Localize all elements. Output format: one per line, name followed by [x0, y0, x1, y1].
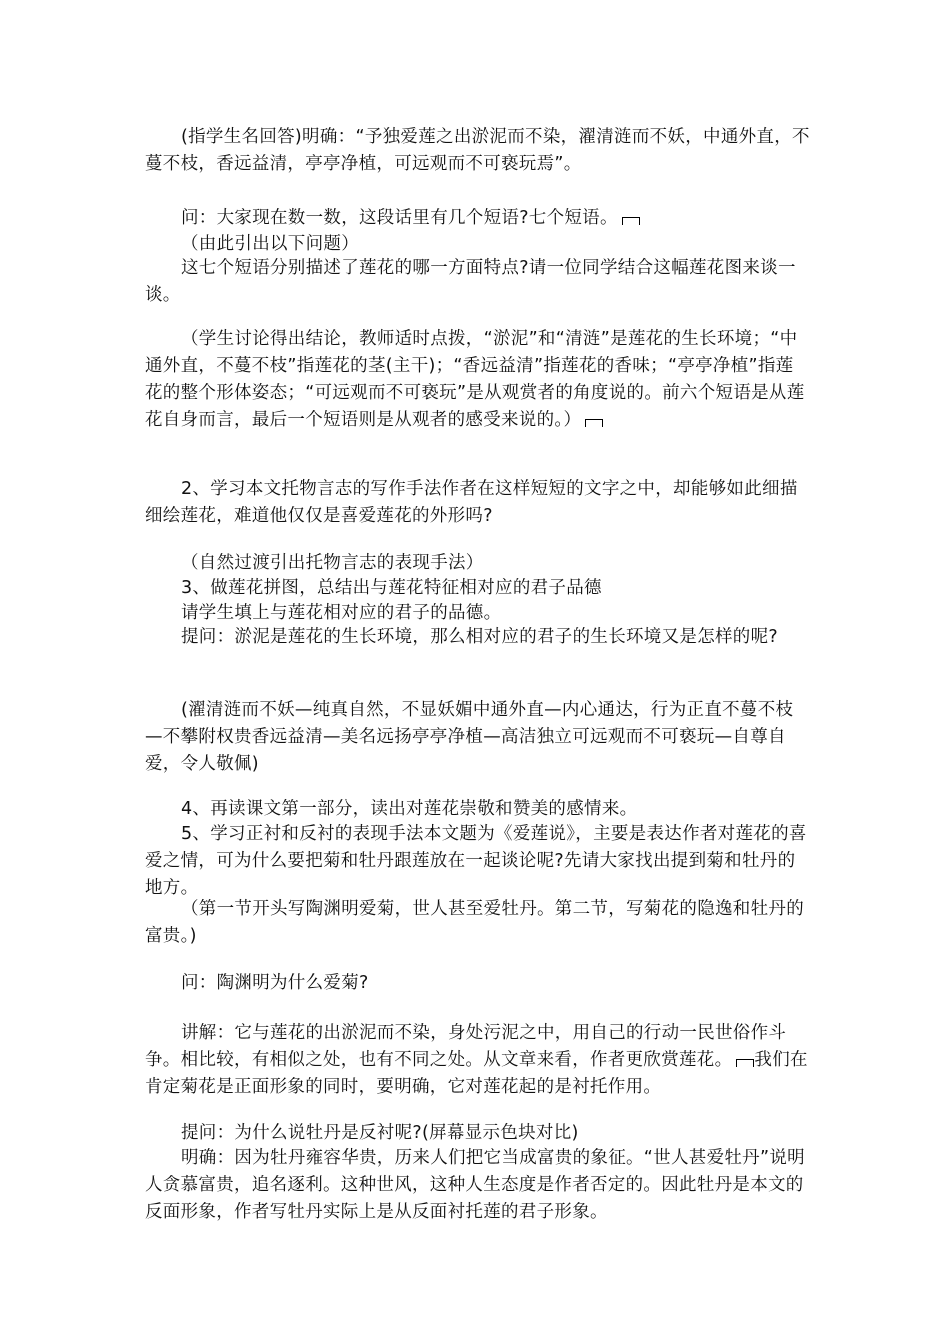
proofreading-mark-icon [622, 217, 640, 225]
paragraph-question-environment [145, 624, 810, 651]
paragraph-section-5 [145, 821, 810, 902]
proofreading-mark-icon [736, 1059, 754, 1067]
paragraph-clarification [145, 1145, 810, 1226]
paragraph-text: (濯清涟而不妖—纯真自然，不显妖媚中通外直—内心通达，行为正直不蔓不枝—不攀附权贵香远益清—美名远扬亭亭净植—高洁独立可远观而不可亵玩—自尊自爱，令人敬佩) [145, 700, 794, 774]
paragraph-explanation [145, 1020, 810, 1101]
paragraph-transition [145, 550, 810, 577]
paragraph-text: （学生讨论得出结论，教师适时点拨，“淤泥”和“清涟”是莲花的生长环境；“中通外直，不蔓不枝”指莲花的茎(主干)；“香远益清”指莲花的香味；“亭亭净植”指莲花的整个形体姿态；“可远观而不可亵玩”是从观赏者的角度说的。前六个短语是从莲花自身而言，最后一个短语则是从观者的感受来说的。） [145, 329, 805, 430]
paragraph-lead-in [145, 231, 810, 258]
paragraph-text: 2、学习本文托物言志的写作手法作者在这样短短的文字之中，却能够如此细描细绘莲花，难道他仅仅是喜爱莲花的外形吗? [145, 479, 798, 526]
paragraph-text: （自然过渡引出托物言志的表现手法） [181, 553, 484, 573]
paragraph-text: 4、再读课文第一部分，读出对莲花崇敬和赞美的感情来。 [181, 799, 638, 819]
paragraph-text: 这七个短语分别描述了莲花的哪一方面特点?请一位同学结合这幅莲花图来谈一谈。 [145, 258, 796, 305]
paragraph-text: 讲解：它与莲花的出淤泥而不染，身处污泥之中，用自己的行动一民世俗作斗争。相比较，有相似之处，也有不同之处。从文章来看，作者更欣赏莲花。 [145, 1023, 787, 1070]
paragraph-question-tao [145, 970, 810, 997]
paragraph-question-peony [145, 1120, 810, 1147]
paragraph-seven-phrases [145, 255, 810, 309]
proofreading-mark-icon [585, 419, 603, 427]
paragraph-section-2 [145, 476, 810, 530]
paragraph-section-4 [145, 796, 810, 823]
paragraph-fill-in [145, 600, 810, 627]
paragraph-text: (指学生名回答)明确：“予独爱莲之出淤泥而不染，濯清涟而不妖，中通外直，不蔓不枝，香远益清，亭亭净植，可远观而不可亵玩焉”。 [145, 127, 810, 174]
paragraph-text: 问：陶渊明为什么爱菊? [181, 973, 369, 993]
paragraph-text: 请学生填上与莲花相对应的君子的品德。 [181, 603, 502, 623]
paragraph-text: 我们在肯定菊花是正面形象的同时，要明确，它对莲花起的是衬托作用。 [145, 1050, 808, 1097]
paragraph-text: 提问：淤泥是莲花的生长环境，那么相对应的君子的生长环境又是怎样的呢? [181, 627, 778, 647]
paragraph-answer-quote [145, 124, 810, 178]
paragraph-text: 3、做莲花拼图，总结出与莲花特征相对应的君子品德 [181, 578, 602, 598]
paragraph-text: 5、学习正衬和反衬的表现手法本文题为《爱莲说》，主要是表达作者对莲花的喜爱之情，可为什么要把菊和牡丹跟莲放在一起谈论呢?先请大家找出提到菊和牡丹的地方。 [145, 824, 807, 898]
paragraph-discussion [145, 326, 810, 434]
paragraph-virtues [145, 697, 810, 778]
paragraph-text: （第一节开头写陶渊明爱菊，世人甚至爱牡丹。第二节，写菊花的隐逸和牡丹的富贵。) [145, 899, 804, 946]
paragraph-text: 提问：为什么说牡丹是反衬呢?(屏幕显示色块对比) [181, 1123, 579, 1143]
paragraph-question-count [145, 205, 810, 232]
paragraph-chrysanthemum-peony [145, 896, 810, 950]
paragraph-text: （由此引出以下问题） [181, 234, 359, 254]
paragraph-text: 明确：因为牡丹雍容华贵，历来人们把它当成富贵的象征。“世人甚爱牡丹”说明人贪慕富贵，追名逐利。这种世风，这种人生态度是作者否定的。因此牡丹是本文的反面形象，作者写牡丹实际上是从反面衬托莲的君子形象。 [145, 1148, 805, 1222]
paragraph-section-3 [145, 575, 810, 602]
paragraph-text: 问：大家现在数一数，这段话里有几个短语?七个短语。 [181, 208, 618, 228]
